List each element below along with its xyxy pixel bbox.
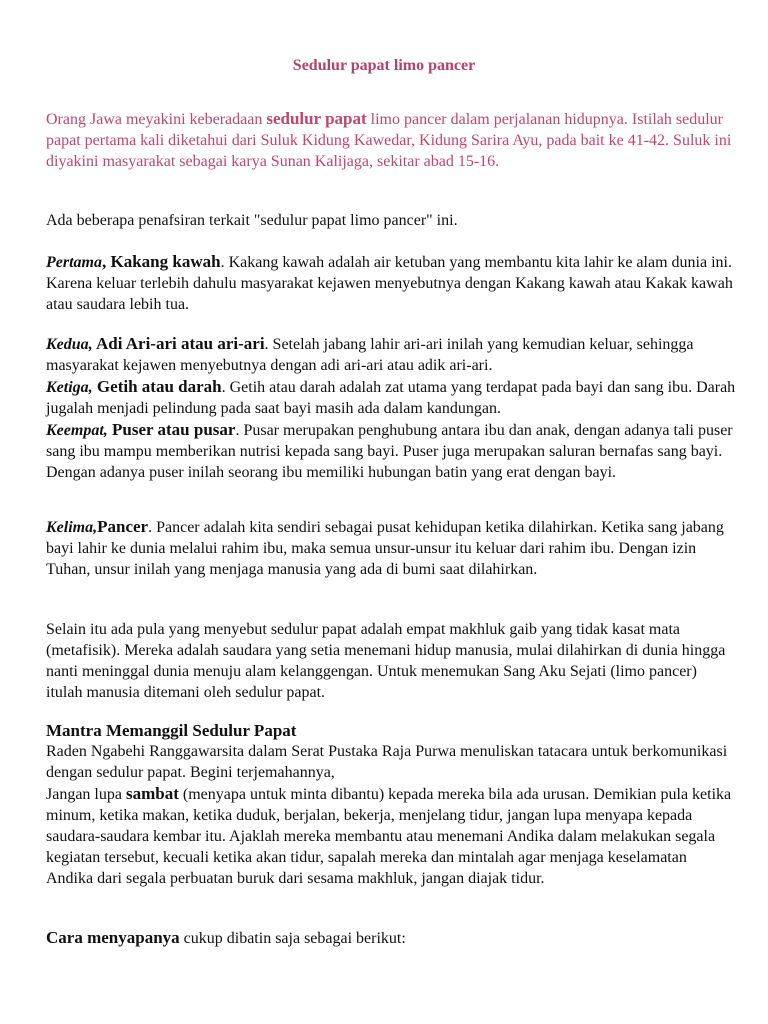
cara-term: Cara menyapanya xyxy=(46,928,180,947)
keempat-label: Keempat, xyxy=(46,422,108,439)
kelima-label: Kelima, xyxy=(46,519,98,536)
ketiga-term: Getih atau darah xyxy=(92,377,222,396)
kelima-text: . Pancer adalah kita sendiri sebagai pusat kehidupan ketika dilahirkan. Ketika sang jabang bayi lahir ke dunia melalui rahim ibu, maka semua unsur-unsur itu keluar dari rahim ibu. Dengan izin Tuhan, unsur inilah yang menjaga manusia yang ada di bumi saat dilahirkan. xyxy=(46,519,724,578)
paragraph-ketiga xyxy=(46,376,736,419)
keempat-term: Puser atau pusar xyxy=(107,420,236,439)
items-group xyxy=(46,333,736,483)
paragraph-tafsir: Ada beberapa penafsiran terkait "sedulur papat limo pancer" ini. xyxy=(46,212,458,229)
kedua-text: . Setelah jabang lahir ari-ari inilah yang kemudian keluar, sehingga masyarakat kejawen menyebutnya dengan adi ari-ari atau adik ari-ari. xyxy=(46,336,694,374)
kedua-term: Adi Ari-ari atau ari-ari xyxy=(92,334,265,353)
kedua-label: Kedua, xyxy=(46,336,93,353)
mantra-bold-term: sambat xyxy=(125,784,179,803)
mantra-body xyxy=(46,783,736,889)
pertama-term: , Kakang kawah xyxy=(102,252,221,271)
intro-bold-term: sedulur papat xyxy=(266,109,367,128)
pertama-text: . Kakang kawah adalah air ketuban yang membantu kita lahir ke alam dunia ini. Karena keluar terlebih dahulu masyarakat kejawen menyebutnya dengan Kakang kawah atau Kakak kawah atau saudara lebih tua. xyxy=(46,254,733,313)
paragraph-kelima xyxy=(46,516,736,580)
paragraph-keempat xyxy=(46,419,736,483)
ketiga-label: Ketiga, xyxy=(46,379,93,396)
paragraph-selain: Selain itu ada pula yang menyebut sedulur papat adalah empat makhluk gaib yang tidak kasat mata (metafisik). Mereka adalah saudara yang setia menemani hidup manusia, mulai dilahirkan di dunia hingga nanti meninggal dunia menuju alam kelanggengan. Untuk menemukan Sang Aku Sejati (limo pancer) itulah manusia ditemani oleh sedulur papat. xyxy=(46,621,726,701)
intro-text-1: Orang Jawa meyakini keberadaan xyxy=(46,111,267,128)
document-title: Sedulur papat limo pancer xyxy=(292,57,476,74)
paragraph-pertama xyxy=(46,251,736,315)
paragraph-cara xyxy=(46,927,736,949)
mantra-section xyxy=(46,720,736,889)
paragraph-kedua xyxy=(46,333,736,376)
intro-text-2: limo pancer dalam perjalanan hidupnya. Istilah sedulur papat pertama kali diketahui dari Suluk Kidung Kawedar, Kidung Sarira Ayu, pada bait ke 41-42. Suluk ini diyakini masyarakat sebagai karya Sunan Kalijaga, sekitar abad 15-16. xyxy=(46,111,732,170)
pertama-label: Pertama xyxy=(46,254,102,271)
ketiga-text: . Getih atau darah adalah zat utama yang terdapat pada bayi dan sang ibu. Darah jugalah menjadi pelindung pada saat bayi masih ada dalam kandungan. xyxy=(46,379,736,417)
mantra-heading: Mantra Memanggil Sedulur Papat xyxy=(46,721,297,740)
mantra-text-1: Jangan lupa xyxy=(46,786,126,803)
mantra-text-2: (menyapa untuk minta dibantu) kepada mereka bila ada urusan. Demikian pula ketika minum, ketika makan, ketika duduk, berjalan, bekerja, menjelang tidur, jangan lupa menyapa kepada saudara-saudara kembar itu. Ajaklah mereka membantu atau menemani Andika dalam melakukan segala kegiatan tersebut, kecuali ketika akan tidur, sapalah mereka dan mintalah agar menjaga keselamatan Andika dari segala perbuatan buruk dari sesama makhluk, jangan diajak tidur. xyxy=(46,786,732,887)
cara-text: cukup dibatin saja sebagai berikut: xyxy=(179,930,406,947)
mantra-intro: Raden Ngabehi Ranggawarsita dalam Serat Pustaka Raja Purwa menuliskan tatacara untuk berkomunikasi dengan sedulur papat. Begini terjemahannya, xyxy=(46,743,728,781)
kelima-term: Pancer xyxy=(97,517,149,536)
intro-paragraph xyxy=(46,108,736,172)
keempat-text: . Pusar merupakan penghubung antara ibu dan anak, dengan adanya tali puser sang ibu mampu memberikan nutrisi kepada sang bayi. Puser juga merupakan saluran bernafas sang bayi. Dengan adanya puser inilah seorang ibu memiliki hubungan batin yang erat dengan bayi. xyxy=(46,422,733,481)
